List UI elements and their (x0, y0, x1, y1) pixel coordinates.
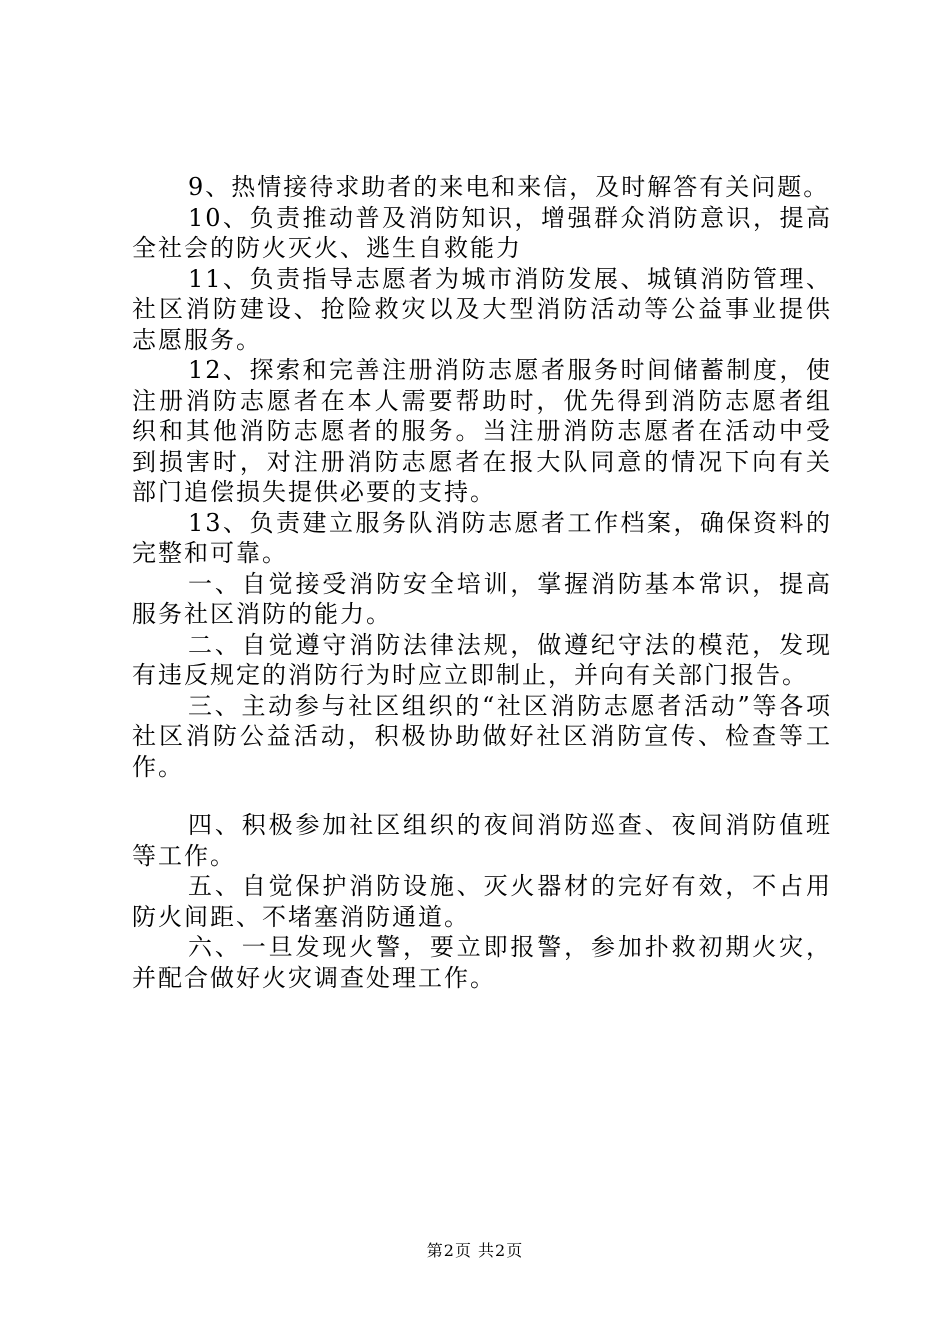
paragraph-item-10: 10、负责推动普及消防知识，增强群众消防意识，提高全社会的防火灭火、逃生自救能力 (132, 203, 832, 262)
paragraph-rule-5: 五、自觉保护消防设施、灭火器材的完好有效，不占用防火间距、不堵塞消防通道。 (132, 872, 832, 931)
paragraph-item-9: 9、热情接待求助者的来电和来信，及时解答有关问题。 (188, 173, 830, 201)
paragraph-rule-6: 六、一旦发现火警，要立即报警，参加扑救初期火灾，并配合做好火灾调查处理工作。 (132, 933, 832, 992)
paragraph-rule-2: 二、自觉遵守消防法律法规，做遵纪守法的模范，发现有违反规定的消防行为时应立即制止，并向有关部门报告。 (132, 630, 832, 689)
paragraph-item-13: 13、负责建立服务队消防志愿者工作档案，确保资料的完整和可靠。 (132, 508, 832, 567)
page-number-footer: 第2页 共2页 (426, 1241, 524, 1260)
paragraph-item-12: 12、探索和完善注册消防志愿者服务时间储蓄制度，使注册消防志愿者在本人需要帮助时，优先得到消防志愿者组织和其他消防志愿者的服务。当注册消防志愿者在活动中受到损害时，对注册消防志愿者在报大队同意的情况下向有关部门追偿损失提供必要的支持。 (132, 356, 832, 506)
paragraph-item-11: 11、负责指导志愿者为城市消防发展、城镇消防管理、社区消防建设、抢险救灾以及大型消防活动等公益事业提供志愿服务。 (132, 264, 832, 354)
paragraph-rule-3: 三、主动参与社区组织的“社区消防志愿者活动”等各项社区消防公益活动，积极协助做好社区消防宣传、检查等工作。 (132, 691, 832, 781)
document-body (132, 172, 832, 993)
paragraph-rule-4: 四、积极参加社区组织的夜间消防巡查、夜间消防值班等工作。 (132, 811, 832, 870)
paragraph-rule-1: 一、自觉接受消防安全培训，掌握消防基本常识，提高服务社区消防的能力。 (132, 569, 832, 628)
